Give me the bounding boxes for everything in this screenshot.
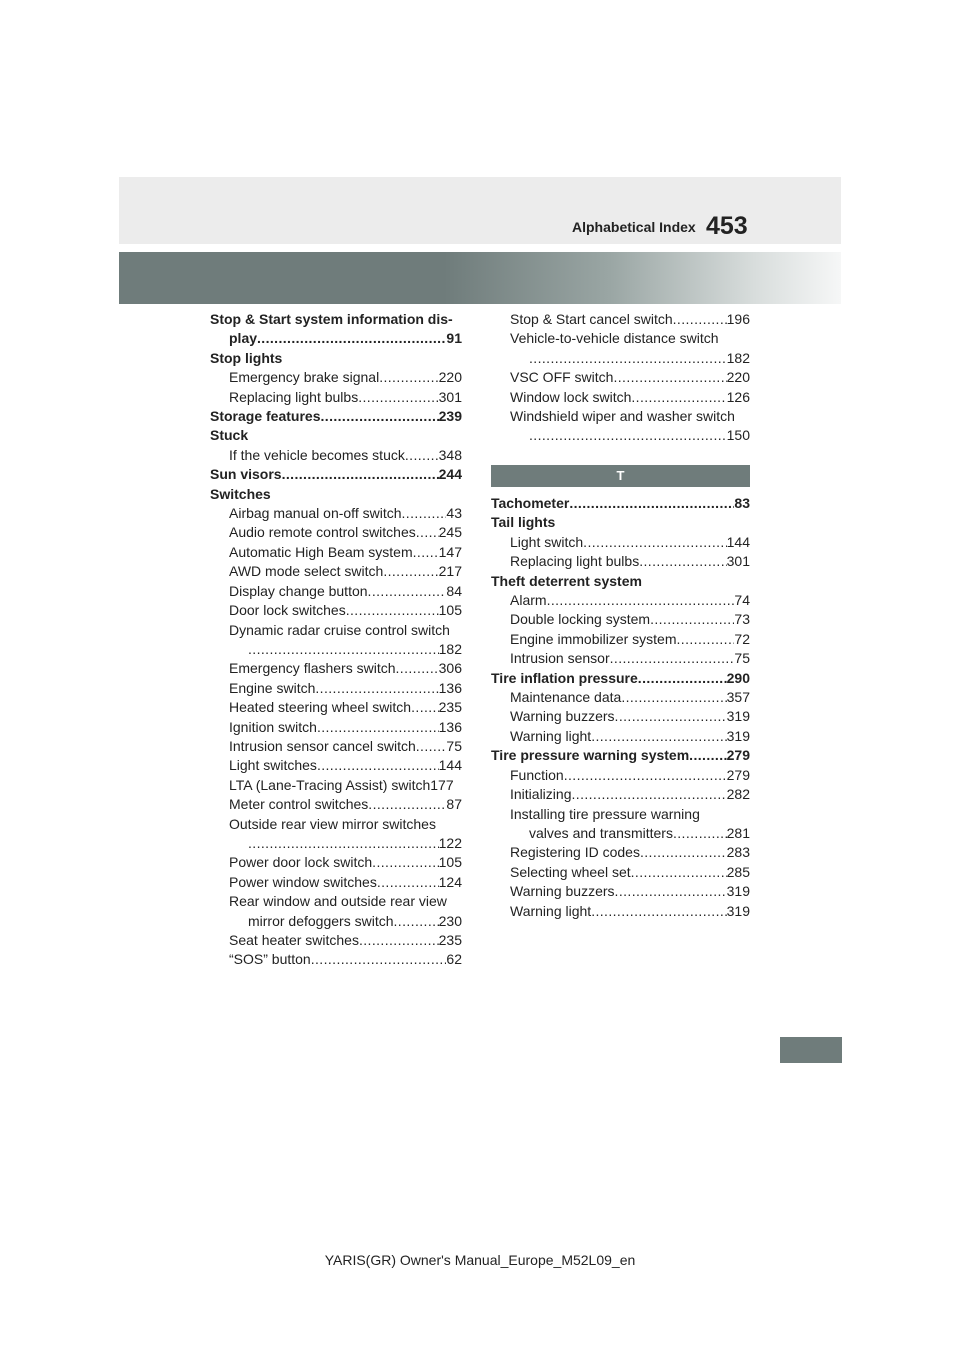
index-entry: Tachometer ..... 83 bbox=[491, 494, 750, 513]
section-letter-header: T bbox=[491, 465, 750, 487]
index-column-left bbox=[210, 310, 462, 970]
index-entry: Stop lights bbox=[210, 349, 283, 366]
index-subentry: Warning light ..... 319 bbox=[491, 727, 750, 746]
index-subentry: Display change button ..... 84 bbox=[210, 582, 462, 601]
index-entry: Tire inflation pressure ..... 290 bbox=[491, 669, 750, 688]
index-subentry: AWD mode select switch ..... 217 bbox=[210, 562, 462, 581]
index-subentry: Maintenance data ..... 357 bbox=[491, 688, 750, 707]
section-title: Alphabetical Index bbox=[572, 219, 696, 235]
index-subentry: Seat heater switches ..... 235 bbox=[210, 931, 462, 950]
index-subentry: Engine switch ..... 136 bbox=[210, 679, 462, 698]
index-subentry: Emergency brake signal ..... 220 bbox=[210, 368, 462, 387]
index-subentry: Power door lock switch ..... 105 bbox=[210, 853, 462, 872]
index-entry: Switches bbox=[210, 485, 271, 502]
thumb-index-tab bbox=[780, 1037, 842, 1063]
index-subentry: Warning light ..... 319 bbox=[491, 902, 750, 921]
index-entry: Tire pressure warning system ..... 279 bbox=[491, 746, 750, 765]
index-subentry: Registering ID codes ..... 283 bbox=[491, 843, 750, 862]
page-footer: YARIS(GR) Owner's Manual_Europe_M52L09_en bbox=[324, 1252, 636, 1268]
index-subentry: “SOS” button ..... 62 bbox=[210, 950, 462, 969]
index-subentry: Warning buzzers ..... 319 bbox=[491, 882, 750, 901]
index-subentry: Windshield wiper and washer switch ..... 150 bbox=[491, 407, 750, 446]
index-subentry: Automatic High Beam system ..... 147 bbox=[210, 543, 462, 562]
index-subentry: Vehicle-to-vehicle distance switch ..... 182 bbox=[491, 329, 750, 368]
index-entry: Sun visors ..... 244 bbox=[210, 465, 462, 484]
index-subentry: Installing tire pressure warning valves and transmitters ..... 281 bbox=[491, 805, 750, 844]
index-column-right-t bbox=[491, 494, 750, 921]
index-subentry: Ignition switch ..... 136 bbox=[210, 718, 462, 737]
index-subentry: Warning buzzers ..... 319 bbox=[491, 707, 750, 726]
index-subentry: Double locking system ..... 73 bbox=[491, 610, 750, 629]
index-subentry: Heated steering wheel switch ..... 235 bbox=[210, 698, 462, 717]
index-subentry: Intrusion sensor cancel switch ..... 75 bbox=[210, 737, 462, 756]
index-subentry: Airbag manual on-off switch ..... 43 bbox=[210, 504, 462, 523]
index-subentry: Engine immobilizer system ..... 72 bbox=[491, 630, 750, 649]
index-subentry: Emergency flashers switch ..... 306 bbox=[210, 659, 462, 678]
index-subentry: Light switch ..... 144 bbox=[491, 533, 750, 552]
index-subentry: Intrusion sensor ..... 75 bbox=[491, 649, 750, 668]
index-subentry: VSC OFF switch ..... 220 bbox=[491, 368, 750, 387]
index-entry: Theft deterrent system bbox=[491, 572, 642, 589]
index-subentry: Rear window and outside rear view mirror defoggers switch ..... 230 bbox=[210, 892, 462, 931]
index-subentry: Meter control switches ..... 87 bbox=[210, 795, 462, 814]
index-entry: Storage features ..... 239 bbox=[210, 407, 462, 426]
index-subentry: LTA (Lane-Tracing Assist) switch 177 bbox=[229, 776, 454, 793]
index-subentry: Audio remote control switches ..... 245 bbox=[210, 523, 462, 542]
index-subentry: If the vehicle becomes stuck ..... 348 bbox=[210, 446, 462, 465]
index-subentry: Power window switches ..... 124 bbox=[210, 873, 462, 892]
index-subentry: Light switches ..... 144 bbox=[210, 756, 462, 775]
index-subentry: Dynamic radar cruise control switch ..... 182 bbox=[210, 621, 462, 660]
index-entry: Tail lights bbox=[491, 514, 556, 531]
index-subentry: Stop & Start cancel switch ..... 196 bbox=[491, 310, 750, 329]
index-subentry: Initializing ..... 282 bbox=[491, 785, 750, 804]
index-subentry: Alarm ..... 74 bbox=[491, 591, 750, 610]
page-number: 453 bbox=[706, 212, 748, 240]
index-column-right bbox=[491, 310, 750, 446]
index-subentry: Door lock switches ..... 105 bbox=[210, 601, 462, 620]
index-subentry: Function ..... 279 bbox=[491, 766, 750, 785]
header-gradient-band bbox=[119, 252, 841, 304]
index-entry: Stuck bbox=[210, 427, 249, 444]
index-subentry: Outside rear view mirror switches ..... 122 bbox=[210, 815, 462, 854]
index-subentry: Window lock switch ..... 126 bbox=[491, 388, 750, 407]
index-subentry: Replacing light bulbs ..... 301 bbox=[210, 388, 462, 407]
index-subentry: Replacing light bulbs ..... 301 bbox=[491, 552, 750, 571]
index-subentry: Selecting wheel set ..... 285 bbox=[491, 863, 750, 882]
page-ref: 91 bbox=[446, 330, 462, 347]
index-entry: Stop & Start system information dis- play ..... 91 bbox=[210, 310, 462, 349]
